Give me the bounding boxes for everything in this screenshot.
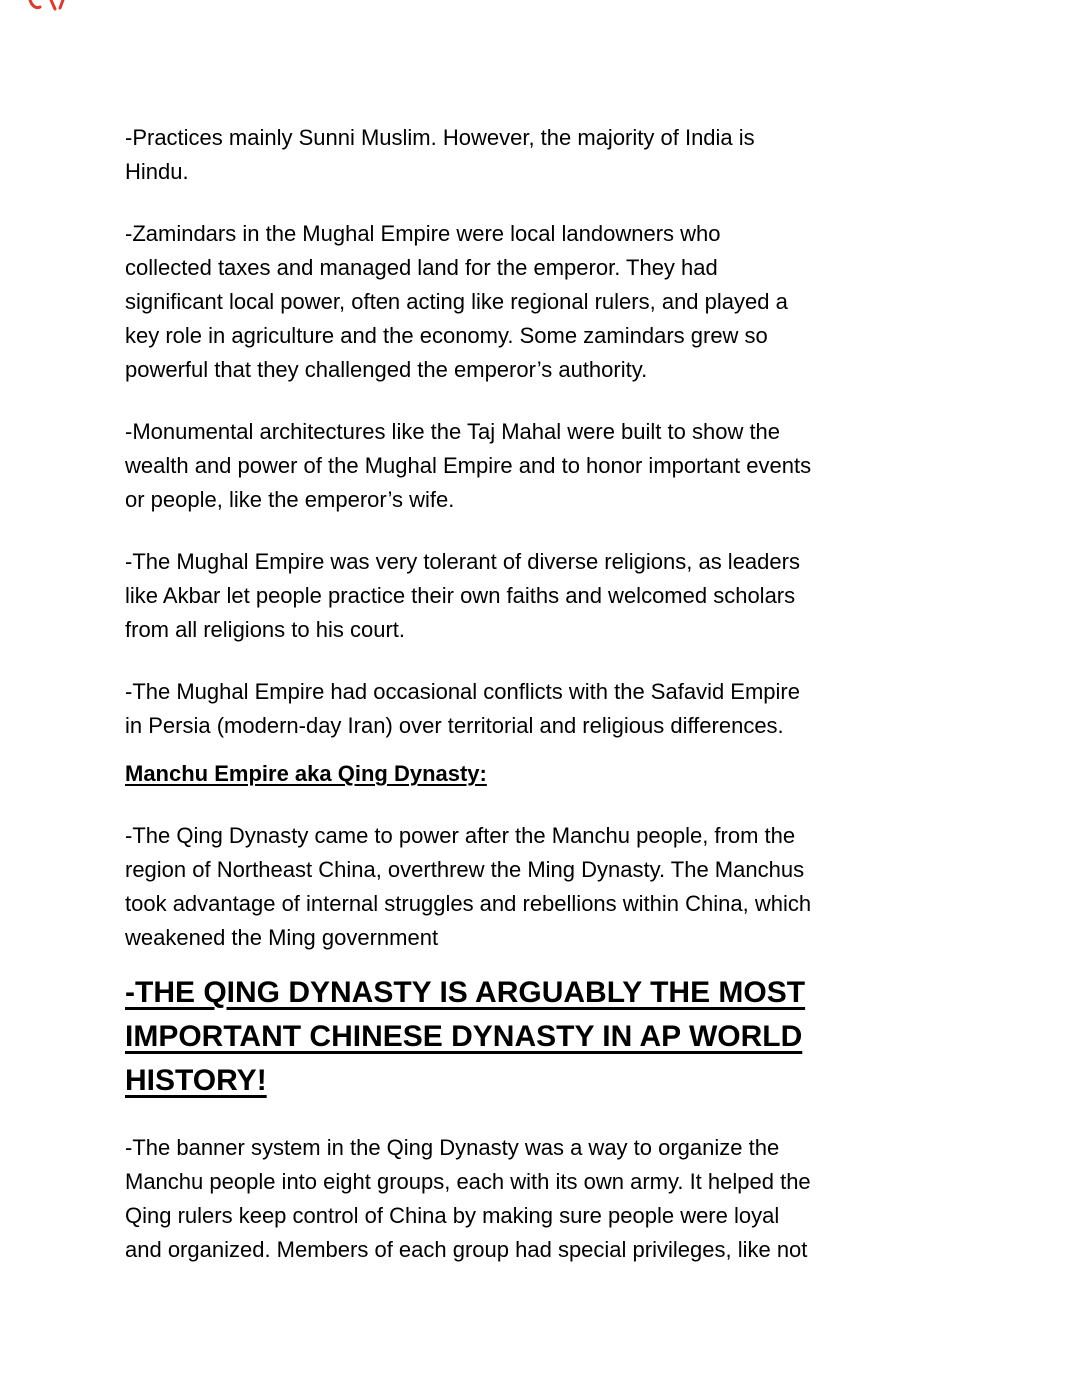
body-paragraph bbox=[125, 545, 965, 647]
text-line: in Persia (modern-day Iran) over territorial and religious differences. bbox=[125, 713, 784, 738]
text-line: Manchu people into eight groups, each with its own army. It helped the bbox=[125, 1169, 811, 1194]
text-line: -The Mughal Empire had occasional conflicts with the Safavid Empire bbox=[125, 679, 800, 704]
text-line: -The banner system in the Qing Dynasty was a way to organize the bbox=[125, 1135, 780, 1160]
text-line: -Practices mainly Sunni Muslim. However, the majority of India is bbox=[125, 125, 755, 150]
text-line: key role in agriculture and the economy. Some zamindars grew so bbox=[125, 323, 768, 348]
text-line: -Monumental architectures like the Taj Mahal were built to show the bbox=[125, 419, 781, 444]
document-content bbox=[125, 121, 965, 1295]
text-line: weakened the Ming government bbox=[125, 925, 439, 950]
text-line: -The Qing Dynasty came to power after the Manchu people, from the bbox=[125, 823, 796, 848]
body-paragraph bbox=[125, 415, 965, 517]
body-paragraph bbox=[125, 675, 965, 743]
red-annotation-mark bbox=[27, 0, 71, 14]
text-line: wealth and power of the Mughal Empire and to honor important events bbox=[125, 453, 812, 478]
text-line: Qing rulers keep control of China by making sure people were loyal bbox=[125, 1203, 780, 1228]
text-line: significant local power, often acting like regional rulers, and played a bbox=[125, 289, 788, 314]
text-line: Hindu. bbox=[125, 159, 189, 184]
text-line: -THE QING DYNASTY IS ARGUABLY THE MOST bbox=[125, 976, 806, 1009]
text-line: or people, like the emperor’s wife. bbox=[125, 487, 455, 512]
text-line: -The Mughal Empire was very tolerant of diverse religions, as leaders bbox=[125, 549, 800, 574]
text-line: HISTORY! bbox=[125, 1064, 267, 1097]
big-heading bbox=[125, 971, 965, 1103]
text-line: collected taxes and managed land for the emperor. They had bbox=[125, 255, 718, 280]
text-line: region of Northeast China, overthrew the Ming Dynasty. The Manchus bbox=[125, 857, 805, 882]
text-line: from all religions to his court. bbox=[125, 617, 405, 642]
text-line: powerful that they challenged the emperor’s authority. bbox=[125, 357, 648, 382]
text-line: IMPORTANT CHINESE DYNASTY IN AP WORLD bbox=[125, 1020, 803, 1053]
text-line: took advantage of internal struggles and rebellions within China, which bbox=[125, 891, 812, 916]
body-paragraph bbox=[125, 121, 965, 189]
text-line: and organized. Members of each group had special privileges, like not bbox=[125, 1237, 808, 1262]
text-line: like Akbar let people practice their own faiths and welcomed scholars bbox=[125, 583, 796, 608]
body-paragraph bbox=[125, 1131, 965, 1267]
text-line: Manchu Empire aka Qing Dynasty: bbox=[125, 761, 487, 786]
body-paragraph bbox=[125, 819, 965, 955]
body-paragraph bbox=[125, 217, 965, 387]
text-line: -Zamindars in the Mughal Empire were local landowners who bbox=[125, 221, 721, 246]
section-heading bbox=[125, 757, 965, 791]
